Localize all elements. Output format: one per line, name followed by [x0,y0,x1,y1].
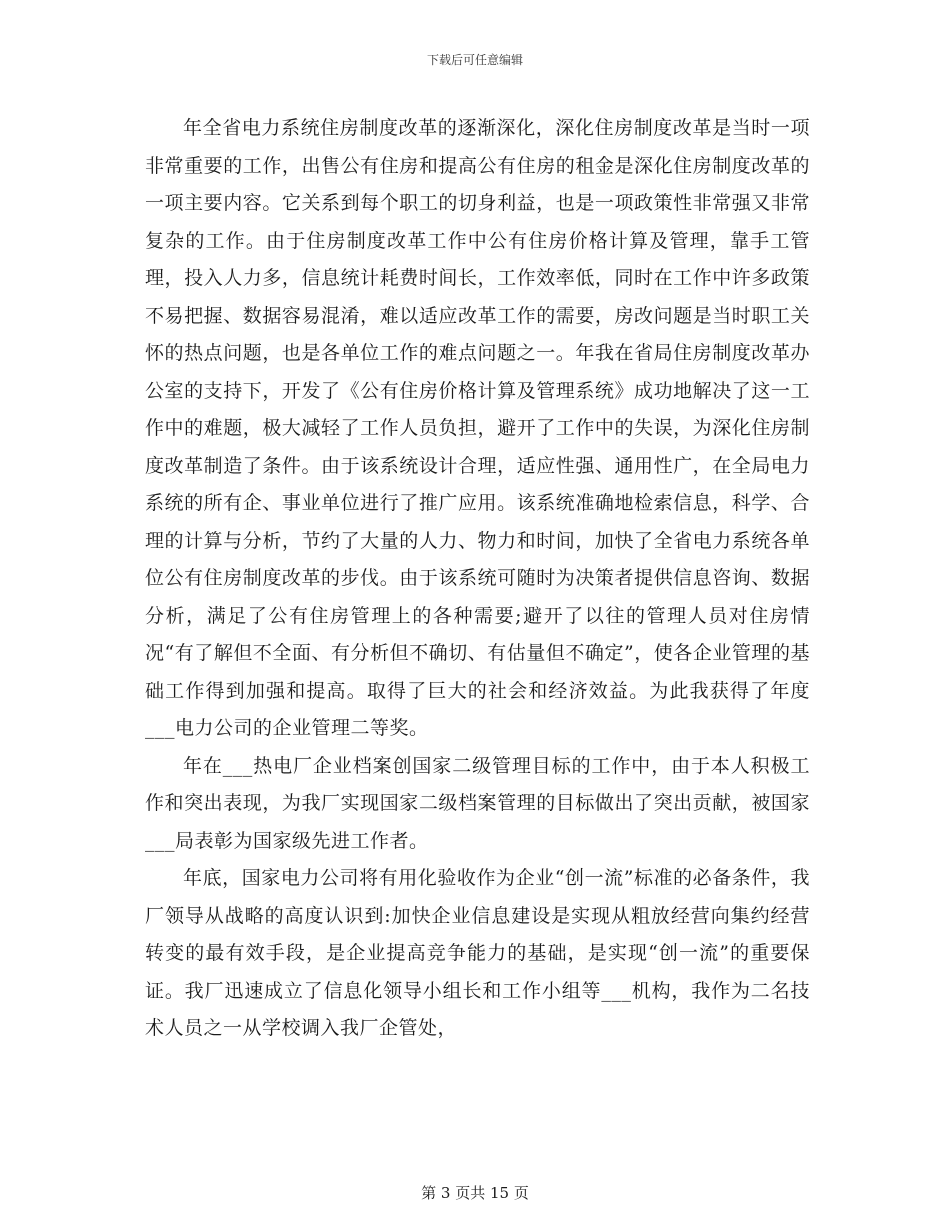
document-body [145,110,810,1048]
paragraph-housing-reform: 年全省电力系统住房制度改革的逐渐深化，深化住房制度改革是当时一项非常重要的工作，出售公有住房和提高公有住房的租金是深化住房制度改革的一项主要内容。它关系到每个职工的切身利益，也是一项政策性非常强又非常复杂的工作。由于住房制度改革工作中公有住房价格计算及管理，靠手工管理，投入人力多，信息统计耗费时间长，工作效率低，同时在工作中许多政策不易把握、数据容易混淆，难以适应改革工作的需要，房改问题是当时职工关怀的热点问题，也是各单位工作的难点问题之一。年我在省局住房制度改革办公室的支持下，开发了《公有住房价格计算及管理系统》成功地解决了这一工作中的难题，极大减轻了工作人员负担，避开了工作中的失误，为深化住房制度改革制造了条件。由于该系统设计合理，适应性强、通用性广，在全局电力系统的所有企、事业单位进行了推广应用。该系统准确地检索信息，科学、合理的计算与分析，节约了大量的人力、物力和时间，加快了全省电力系统各单位公有住房制度改革的步伐。由于该系统可随时为决策者提供信息咨询、数据分析，满足了公有住房管理上的各种需要;避开了以往的管理人员对住房情况“有了解但不全面、有分析但不确切、有估量但不确定”，使各企业管理的基础工作得到加强和提高。取得了巨大的社会和经济效益。为此我获得了年度___电力公司的企业管理二等奖。 [145,117,810,739]
paragraph-informatization: 年底，国家电力公司将有用化验收作为企业“创一流”标准的必备条件，我厂领导从战略的高度认识到:加快企业信息建设是实现从粗放经营向集约经营转变的最有效手段，是企业提高竞争能力的基础，是实现“创一流”的重要保证。我厂迅速成立了信息化领导小组长和工作小组等___机构，我作为二名技术人员之一从学校调入我厂企管处， [145,867,810,1039]
page-header: 下载后可任意编辑 [426,53,523,67]
page-number: 第 3 页共 15 页 [421,1184,529,1202]
paragraph-archive-management: 年在___热电厂企业档案创国家二级管理目标的工作中，由于本人积极工作和突出表现，为我厂实现国家二级档案管理的目标做出了突出贡献，被国家___局表彰为国家级先进工作者。 [145,754,810,852]
